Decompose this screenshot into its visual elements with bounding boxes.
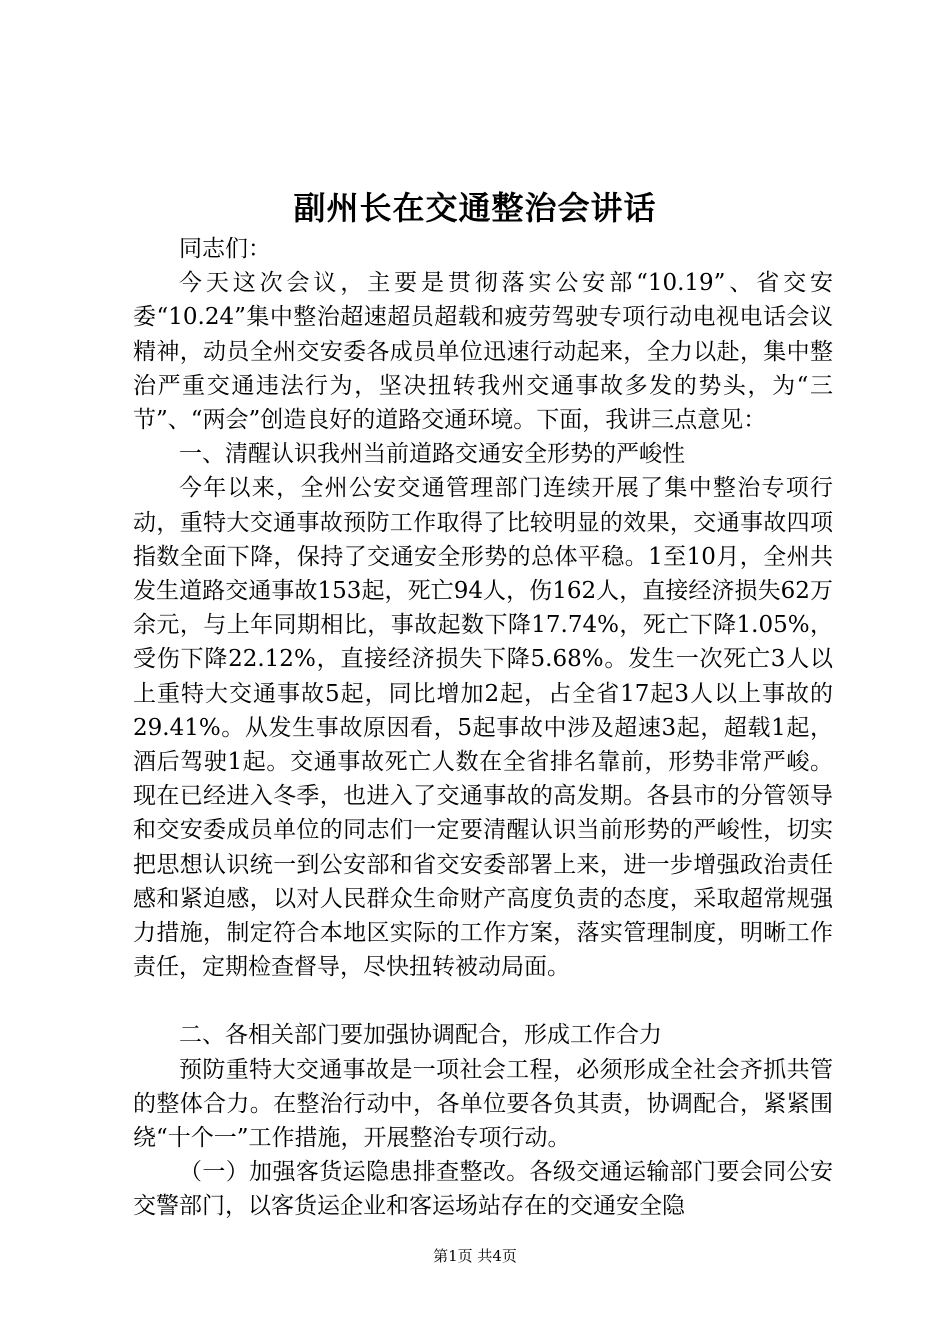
paragraph-subsection-1: （一）加强客货运隐患排查整改。各级交通运输部门要会同公安交警部门，以客货运企业和客运场站存在的交通安全隐 [133,1159,833,1220]
paragraph-situation: 今年以来，全州公安交通管理部门连续开展了集中整治专项行动，重特大交通事故预防工作取得了比较明显的效果，交通事故四项指数全面下降，保持了交通安全形势的总体平稳。1至10月，全州共发生道路交通事故153起，死亡94人，伤162人，直接经济损失62万余元，与上年同期相比，事故起数下降17.74%，死亡下降1.05%，受伤下降22.12%，直接经济损失下降5.68%。发生一次死亡3人以上重特大交通事故5起，同比增加2起，占全省17起3人以上事故的29.41%。从发生事故原因看，5起事故中涉及超速3起，超载1起，酒后驾驶1起。交通事故死亡人数在全省排名靠前，形势非常严峻。现在已经进入冬季，也进入了交通事故的高发期。各县市的分管领导和交安委成员单位的同志们一定要清醒认识当前形势的严峻性，切实把思想认识统一到公安部和省交安委部署上来，进一步增强政治责任感和紧迫感，以对人民群众生命财产高度负责的态度，采取超常规强力措施，制定符合本地区实际的工作方案，落实管理制度，明晰工作责任，定期检查督导，尽快扭转被动局面。 [133,475,833,981]
paragraph-cooperation: 预防重特大交通事故是一项社会工程，必须形成全社会齐抓共管的整体合力。在整治行动中，各单位要各负其责，协调配合，紧紧围绕“十个一”工作措施，开展整治专项行动。 [133,1056,833,1152]
document-title: 副州长在交通整治会讲话 [293,189,657,227]
page-footer: 第1页 共4页 [433,1247,517,1265]
section-heading-2: 二、各相关部门要加强协调配合，形成工作合力 [179,1022,662,1049]
document-body [133,232,833,1224]
paragraph-intro: 今天这次会议，主要是贯彻落实公安部“10.19”、省交安委“10.24”集中整治超速超员超载和疲劳驾驶专项行动电视电话会议精神，动员全州交安委各成员单位迅速行动起来，全力以赴，集中整治严重交通违法行为，坚决扭转我州交通事故多发的势头，为“三节”、“两会”创造良好的道路交通环境。下面，我讲三点意见： [133,270,833,434]
salutation: 同志们： [179,236,271,262]
section-heading-1: 一、清醒认识我州当前道路交通安全形势的严峻性 [179,441,685,468]
